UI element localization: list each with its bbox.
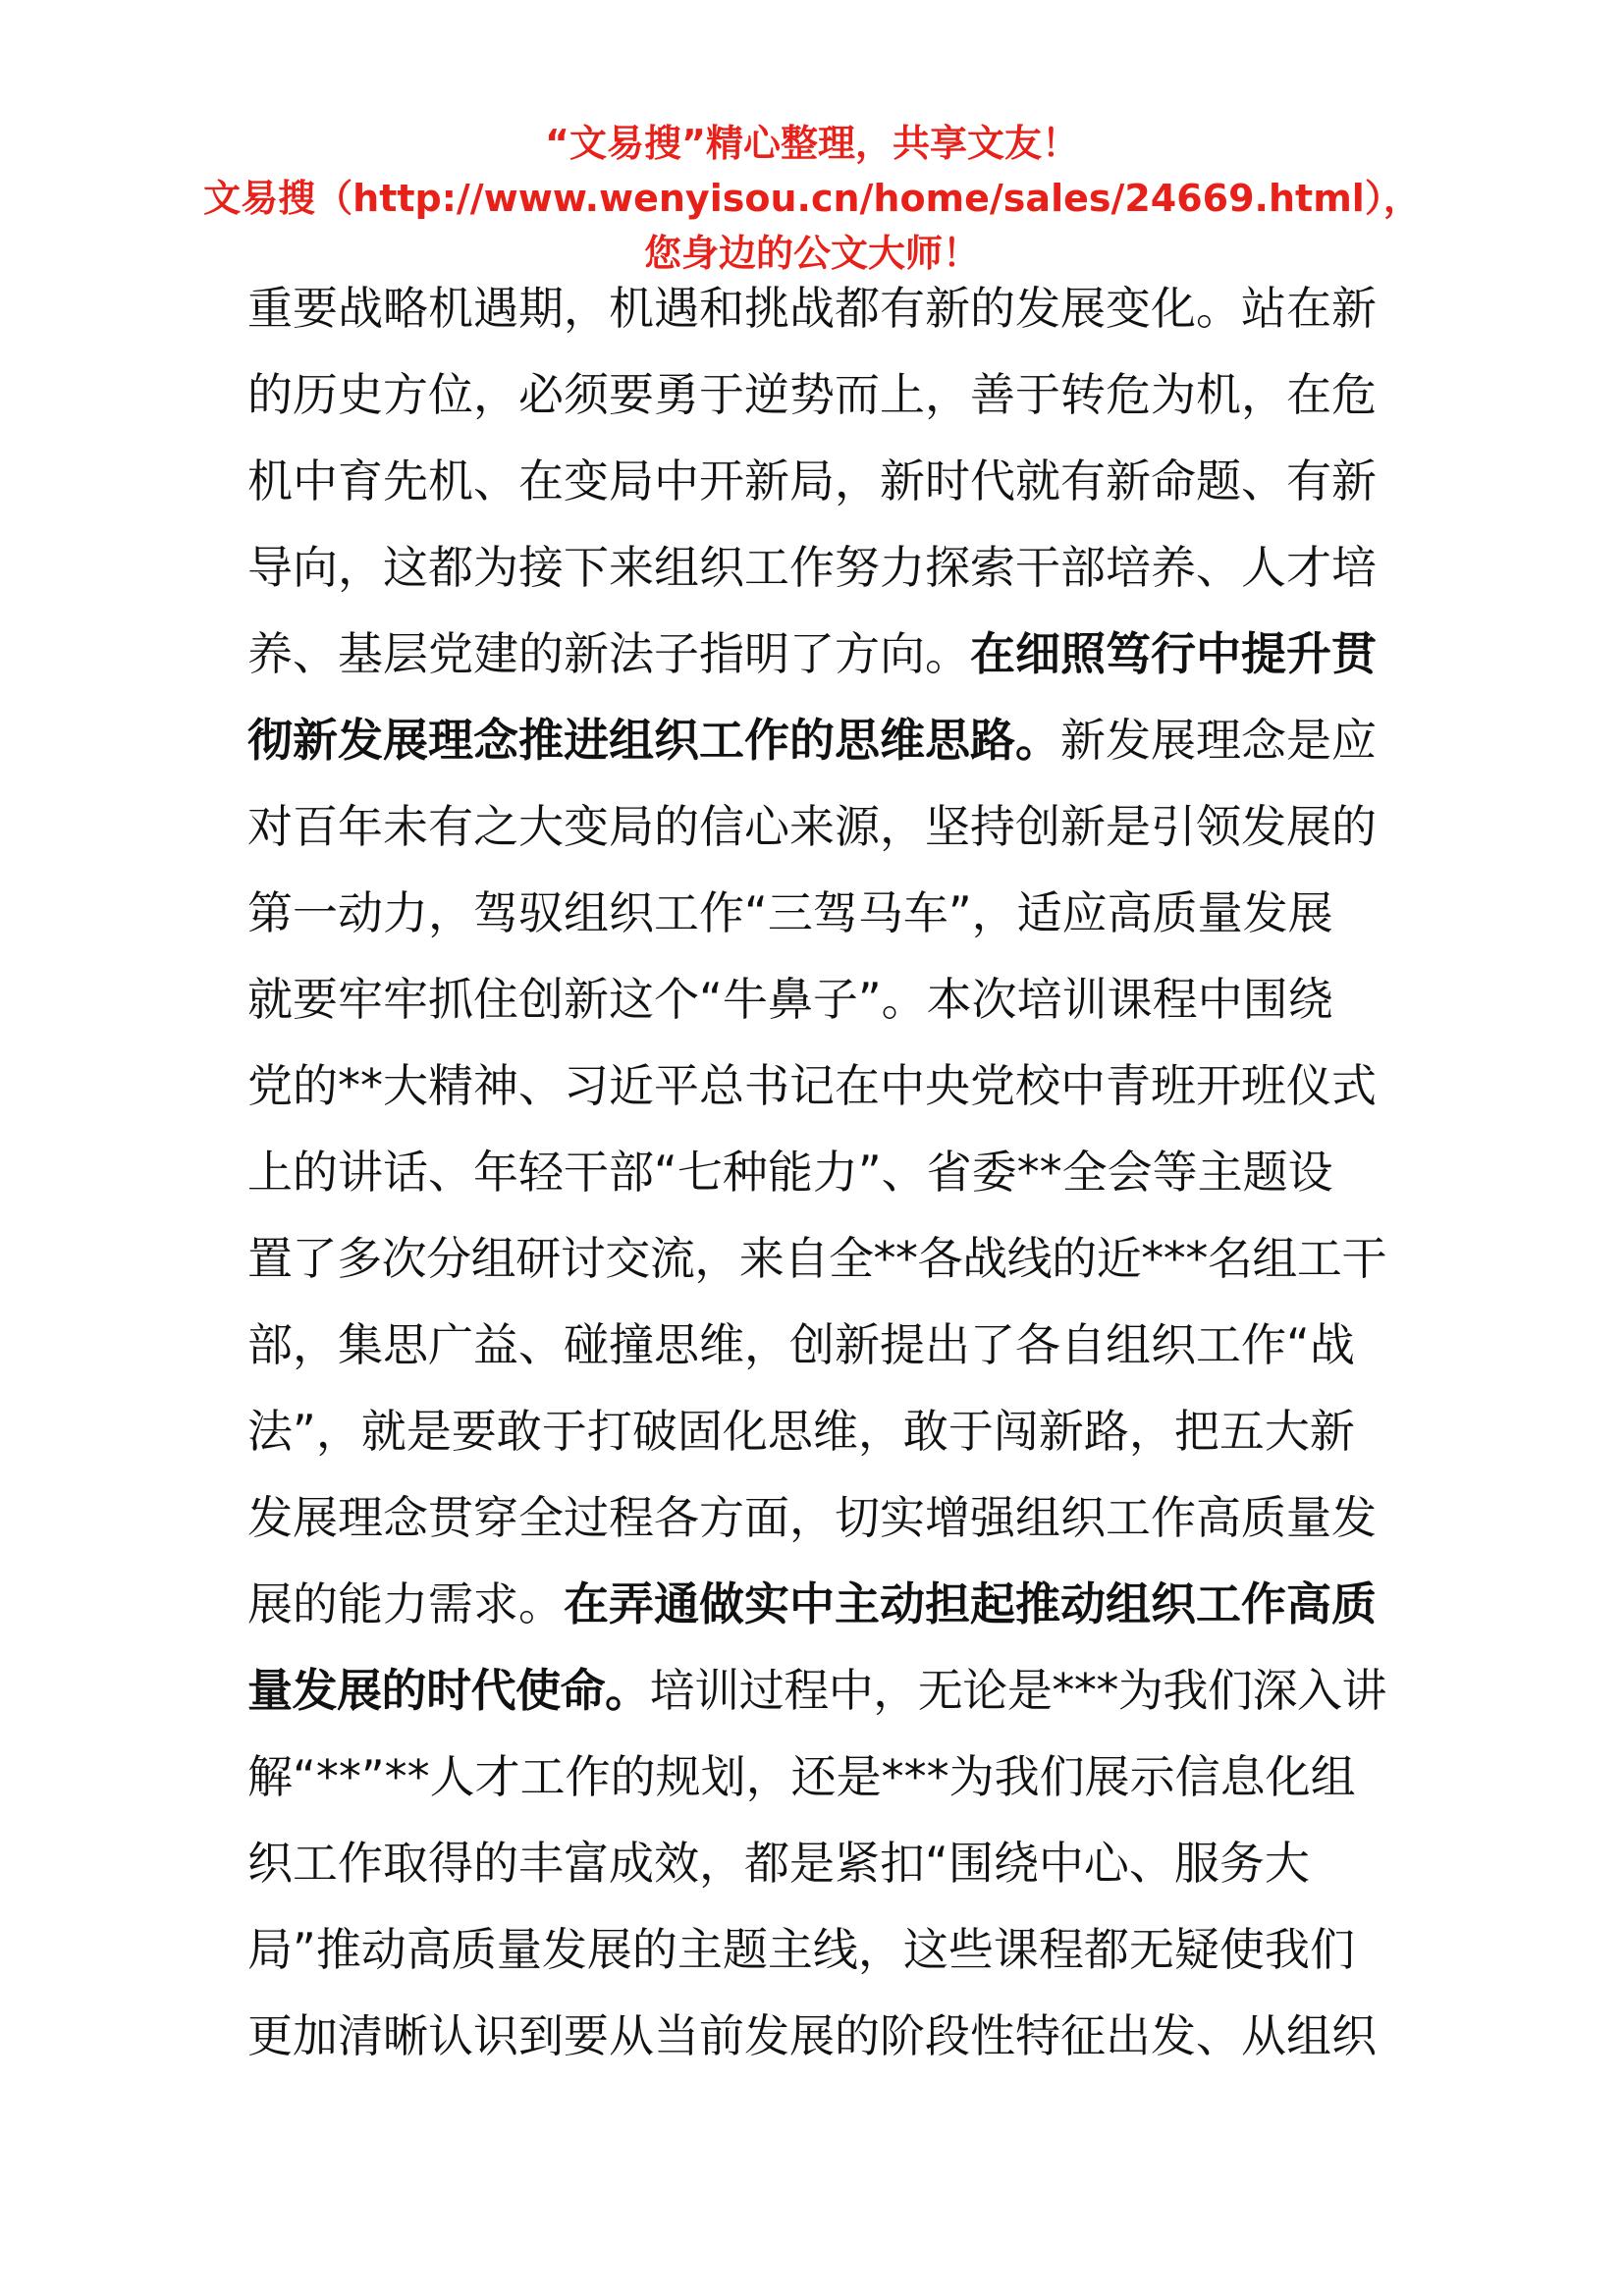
paragraph-text: 第一动力，驾驭组织工作“三驾马车”，适应高质量发展 <box>247 886 1333 939</box>
paragraph-text: 重要战略机遇期，机遇和挑战都有新的发展变化。站在新 <box>247 282 1377 335</box>
paragraph-text: 机中育先机、在变局中开新局，新时代就有新命题、有新 <box>247 454 1377 507</box>
paragraph-text: 导向，这都为接下来组织工作努力探索干部培养、人才培 <box>247 541 1377 594</box>
paragraph-text: 织工作取得的丰富成效，都是紧扣“围绕中心、服务大 <box>247 1837 1310 1890</box>
paragraph-text: 发展理念贯穿全过程各方面，切实增强组织工作高质量发 <box>247 1491 1377 1544</box>
body-line <box>247 1734 1386 1820</box>
bold-heading-text: 量发展的时代使命。 <box>247 1664 650 1717</box>
paragraph-text: 更加清晰认识到要从当前发展的阶段性特征出发、从组织 <box>247 2009 1377 2062</box>
paragraph-text: 新发展理念是应 <box>1060 714 1377 767</box>
body-line <box>247 1042 1386 1129</box>
paragraph-text: 部，集思广益、碰撞思维，创新提出了各自组织工作“战 <box>247 1318 1355 1371</box>
body-line <box>247 1388 1386 1474</box>
body-line <box>247 956 1386 1042</box>
paragraph-text: 上的讲话、年轻干部“七种能力”、省委**全会等主题设 <box>247 1146 1333 1199</box>
body-line <box>247 438 1386 524</box>
paragraph-text: 对百年未有之大变局的信心来源，坚持创新是引领发展的 <box>247 800 1377 853</box>
paragraph-text: 置了多次分组研讨交流，来自全**各战线的近***名组工干 <box>247 1232 1387 1285</box>
paragraph-text: 法”，就是要敢于打破固化思维，敢于闯新路，把五大新 <box>247 1405 1355 1458</box>
body-line <box>247 265 1386 351</box>
header-line-2: 文易搜（http://www.wenyisou.cn/home/sales/24669.html）， <box>203 177 1421 220</box>
paragraph-text: 的历史方位，必须要勇于逆势而上，善于转危为机，在危 <box>247 368 1377 421</box>
body-text <box>247 265 1386 2079</box>
body-line <box>247 1820 1386 1906</box>
body-line <box>247 1129 1386 1215</box>
paragraph-text: 就要牢牢抓住创新这个“牛鼻子”。本次培训课程中围绕 <box>247 973 1333 1026</box>
body-line <box>247 697 1386 783</box>
body-line <box>247 1647 1386 1734</box>
body-line <box>247 611 1386 697</box>
body-line <box>247 783 1386 870</box>
body-line <box>247 524 1386 611</box>
bold-heading-text: 在弄通做实中主动担起推动组织工作高质 <box>564 1577 1377 1630</box>
body-line <box>247 1993 1386 2079</box>
bold-heading-text: 彻新发展理念推进组织工作的思维思路。 <box>247 714 1060 767</box>
paragraph-text: 党的**大精神、习近平总书记在中央党校中青班开班仪式 <box>247 1059 1377 1112</box>
body-line <box>247 1215 1386 1302</box>
watermark-header <box>0 116 1624 281</box>
body-line <box>247 1474 1386 1561</box>
paragraph-text: 局”推动高质量发展的主题主线，这些课程都无疑使我们 <box>247 1923 1355 1976</box>
paragraph-text: 养、基层党建的新法子指明了方向。 <box>247 627 970 680</box>
paragraph-text: 培训过程中，无论是***为我们深入讲 <box>649 1664 1387 1717</box>
header-line-1: “文易搜”精心整理，共享文友！ <box>545 122 1079 165</box>
header-line-3: 您身边的公文大师！ <box>643 232 980 275</box>
paragraph-text: 解“**”**人才工作的规划，还是***为我们展示信息化组 <box>247 1750 1356 1803</box>
body-line <box>247 1302 1386 1388</box>
body-line <box>247 1906 1386 1993</box>
body-line <box>247 870 1386 956</box>
body-line <box>247 1561 1386 1647</box>
bold-heading-text: 在细照笃行中提升贯 <box>970 627 1377 680</box>
body-line <box>247 351 1386 438</box>
paragraph-text: 展的能力需求。 <box>247 1577 564 1630</box>
